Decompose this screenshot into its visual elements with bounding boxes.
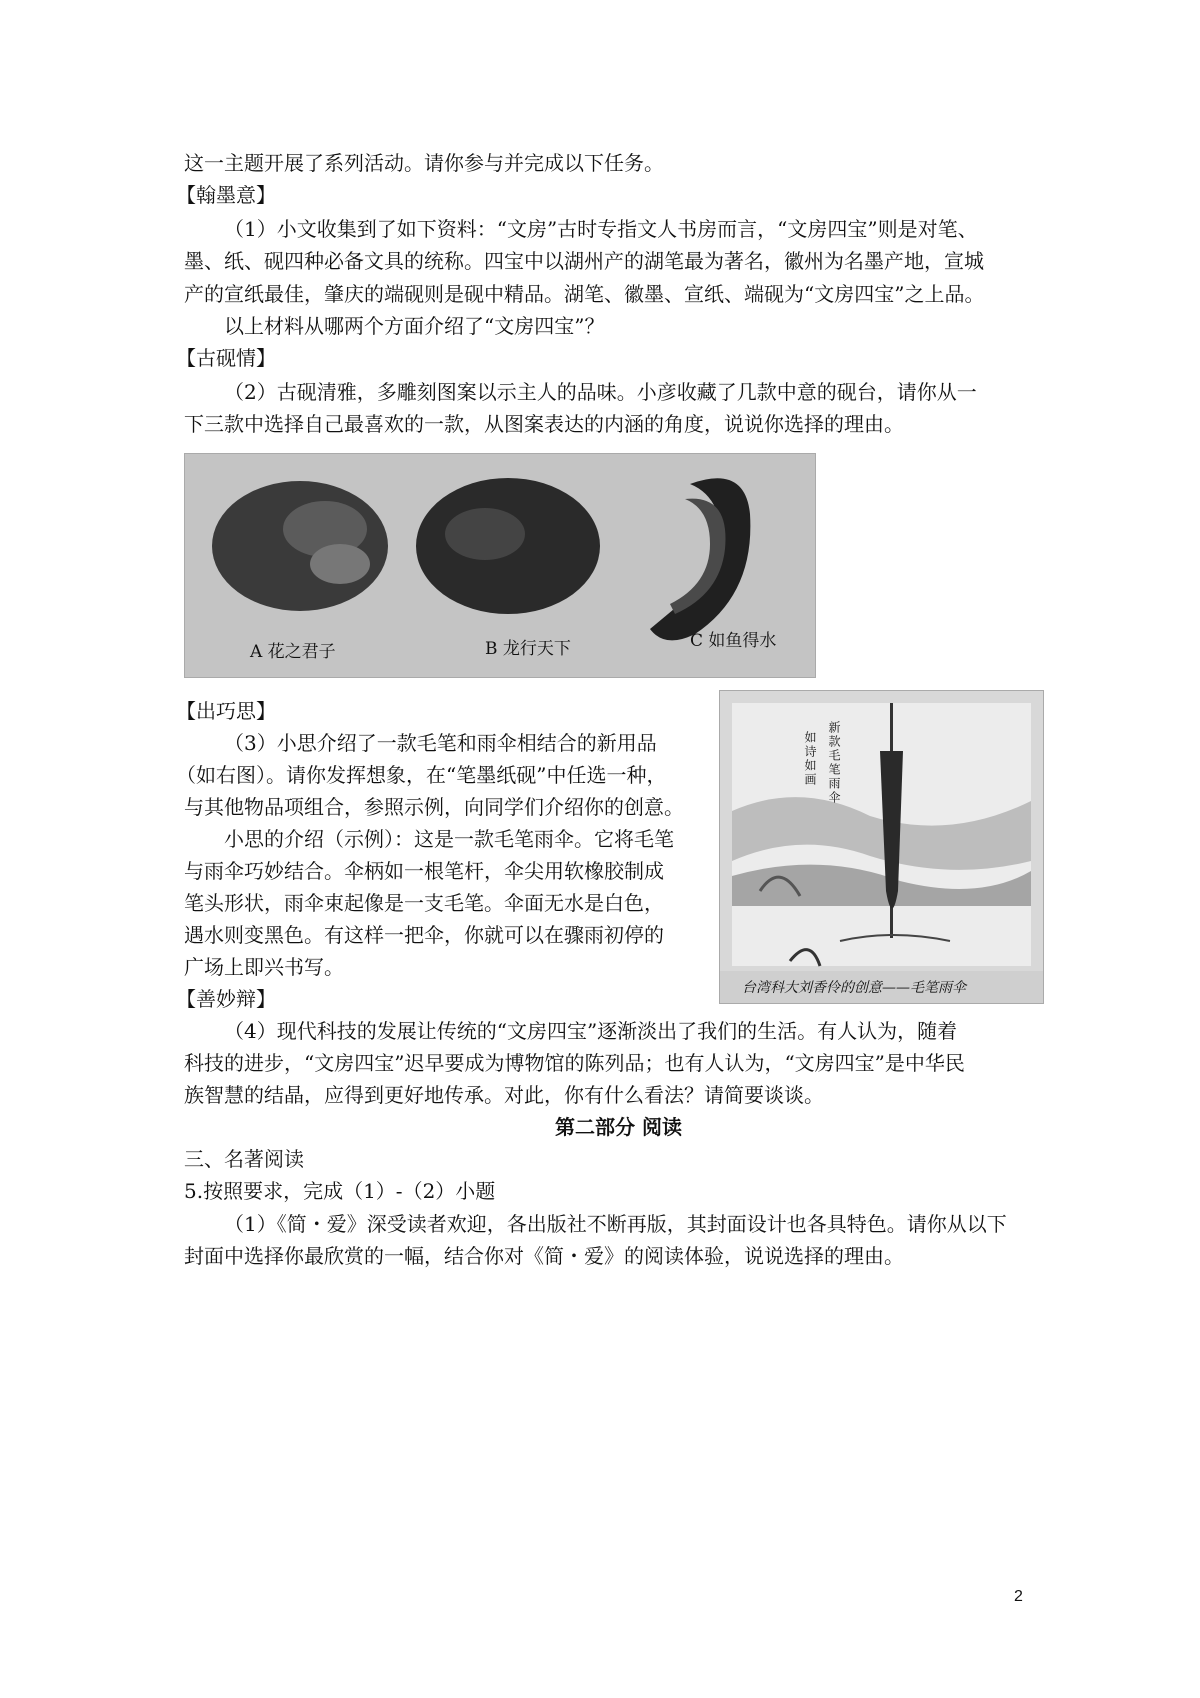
q1-line: 以上材料从哪两个方面介绍了“文房四宝”？ xyxy=(224,314,605,338)
umbrella-caption: 台湾科大刘香伶的创意——毛笔雨伞 xyxy=(742,980,966,996)
intro-line: 这一主题开展了系列活动。请你参与并完成以下任务。 xyxy=(184,151,664,175)
q3-line: 笔头形状，雨伞束起像是一支毛笔。伞面无水是白色， xyxy=(184,891,664,915)
inkstone-c-caption: C 如鱼得水 xyxy=(690,631,777,651)
q2-line: 下三款中选择自己最喜欢的一款，从图案表达的内涵的角度，说说你选择的理由。 xyxy=(184,412,904,436)
q3-line: （如右图）。请你发挥想象，在“笔墨纸砚”中任选一种， xyxy=(176,763,667,787)
section-title-hanmoyi: 【翰墨意】 xyxy=(176,183,276,207)
inkstone-a-caption: A 花之君子 xyxy=(250,642,336,662)
q5-line: （1）《简・爱》深受读者欢迎，各出版社不断再版，其封面设计也各具特色。请你从以下 xyxy=(224,1212,1007,1236)
q3-line: （3）小思介绍了一款毛笔和雨伞相结合的新用品 xyxy=(224,731,657,755)
umbrella-side-text: 新款毛笔雨伞 xyxy=(827,721,841,805)
page-number: 2 xyxy=(1014,1588,1023,1605)
section-title-shanmiaobian: 【善妙辩】 xyxy=(176,987,276,1011)
q1-line: （1）小文收集到了如下资料：“文房”古时专指文人书房而言，“文房四宝”则是对笔、 xyxy=(224,217,978,241)
section-title-mingzhu: 三、名著阅读 xyxy=(184,1147,304,1171)
q1-line: 墨、纸、砚四种必备文具的统称。四宝中以湖州产的湖笔最为著名，徽州为名墨产地，宣城 xyxy=(184,249,984,273)
q3-line: 广场上即兴书写。 xyxy=(184,955,344,979)
umbrella-side-text: 如诗如画 xyxy=(803,731,817,787)
umbrella-photo xyxy=(719,690,1044,1004)
part2-heading: 第二部分 阅读 xyxy=(555,1115,682,1139)
q5-line: 封面中选择你最欣赏的一幅，结合你对《简・爱》的阅读体验，说说选择的理由。 xyxy=(184,1244,904,1268)
q3-line: 与其他物品项组合，参照示例，向同学们介绍你的创意。 xyxy=(184,795,684,819)
section-title-guyanqing: 【古砚情】 xyxy=(176,346,276,370)
inkstone-photo xyxy=(184,453,816,678)
inkstone-b-caption: B 龙行天下 xyxy=(485,639,571,659)
q2-line: （2）古砚清雅，多雕刻图案以示主人的品味。小彦收藏了几款中意的砚台，请你从一 xyxy=(224,380,977,404)
q3-line: 遇水则变黑色。有这样一把伞，你就可以在骤雨初停的 xyxy=(184,923,664,947)
q3-line: 小思的介绍（示例）：这是一款毛笔雨伞。它将毛笔 xyxy=(224,827,674,851)
section-title-chuqiaosi: 【出巧思】 xyxy=(176,699,276,723)
q1-line: 产的宣纸最佳，肇庆的端砚则是砚中精品。湖笔、徽墨、宣纸、端砚为“文房四宝”之上品。 xyxy=(184,282,985,306)
q4-line: （4）现代科技的发展让传统的“文房四宝”逐渐淡出了我们的生活。有人认为，随着 xyxy=(224,1019,958,1043)
q5-title: 5.按照要求，完成（1）-（2）小题 xyxy=(184,1179,496,1203)
q3-line: 与雨伞巧妙结合。伞柄如一根笔杆，伞尖用软橡胶制成 xyxy=(184,859,664,883)
q4-line: 科技的进步，“文房四宝”迟早要成为博物馆的陈列品；也有人认为，“文房四宝”是中华民 xyxy=(184,1051,965,1075)
q4-line: 族智慧的结晶，应得到更好地传承。对此，你有什么看法？请简要谈谈。 xyxy=(184,1083,824,1107)
umbrella-illustration xyxy=(720,691,1043,1003)
